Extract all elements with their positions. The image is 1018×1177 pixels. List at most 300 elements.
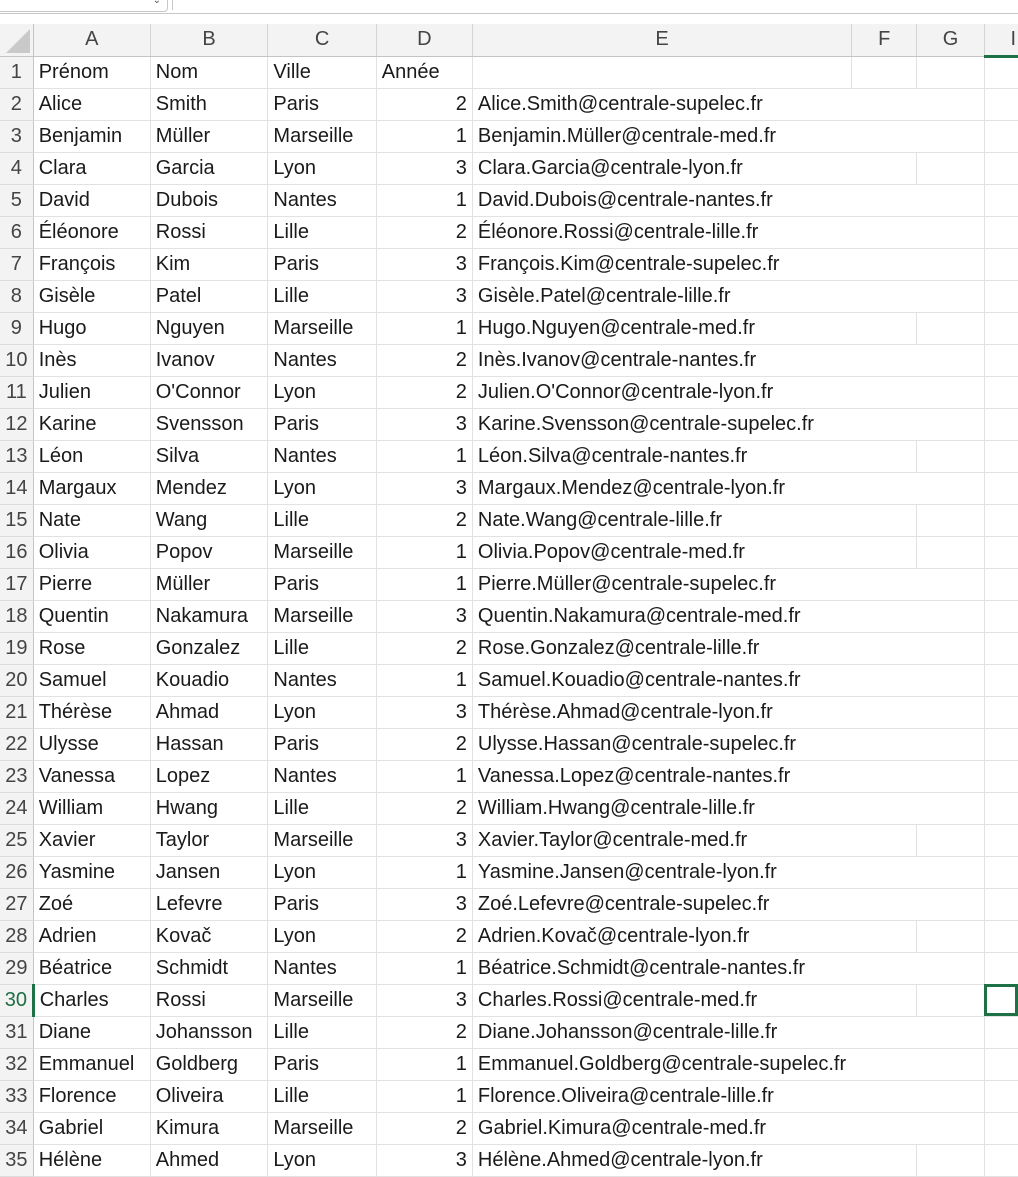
cell-g[interactable] (917, 1016, 984, 1048)
cell-nom[interactable]: Schmidt (150, 952, 268, 984)
cell-annee[interactable]: 2 (376, 1112, 472, 1144)
cell-f[interactable] (852, 1144, 917, 1176)
cell-nom[interactable]: Hwang (150, 792, 268, 824)
cell-i[interactable] (984, 1080, 1018, 1112)
cell-annee[interactable]: 2 (376, 504, 472, 536)
row-header[interactable]: 17 (0, 568, 33, 600)
cell-g[interactable] (917, 344, 984, 376)
cell-prenom[interactable]: Emmanuel (33, 1048, 150, 1080)
cell-f[interactable] (852, 312, 917, 344)
cell-nom[interactable]: O'Connor (150, 376, 268, 408)
cell-i[interactable] (984, 1016, 1018, 1048)
cell-ville[interactable]: Lyon (268, 856, 376, 888)
cell-annee[interactable]: 1 (376, 440, 472, 472)
cell-nom[interactable]: Müller (150, 568, 268, 600)
cell-g[interactable] (917, 376, 984, 408)
cell-nom[interactable]: Lefevre (150, 888, 268, 920)
cell-ville[interactable]: Paris (268, 888, 376, 920)
cell-annee[interactable]: 2 (376, 216, 472, 248)
cell-annee[interactable]: 2 (376, 344, 472, 376)
cell-prenom[interactable]: Olivia (33, 536, 150, 568)
row-header[interactable]: 25 (0, 824, 33, 856)
row-header[interactable]: 32 (0, 1048, 33, 1080)
cell-prenom[interactable]: Nate (33, 504, 150, 536)
cell-email[interactable]: Hélène.Ahmed@centrale-lyon.fr (472, 1144, 851, 1176)
cell-ville[interactable]: Marseille (268, 984, 376, 1016)
cell-i[interactable] (984, 1112, 1018, 1144)
cell-prenom[interactable]: Alice (33, 88, 150, 120)
cell-nom[interactable]: Rossi (150, 984, 268, 1016)
cell-i[interactable] (984, 312, 1018, 344)
cell-ville[interactable]: Marseille (268, 824, 376, 856)
cell-f[interactable] (852, 344, 917, 376)
cell-f1[interactable] (852, 56, 917, 88)
cell-i[interactable] (984, 600, 1018, 632)
cell-email[interactable]: Gisèle.Patel@centrale-lille.fr (472, 280, 851, 312)
cell-g[interactable] (917, 152, 984, 184)
cell-prenom[interactable]: Xavier (33, 824, 150, 856)
cell-email[interactable]: Karine.Svensson@centrale-supelec.fr (472, 408, 851, 440)
cell-annee[interactable]: 2 (376, 1016, 472, 1048)
cell-nom[interactable]: Lopez (150, 760, 268, 792)
cell-prenom[interactable]: Léon (33, 440, 150, 472)
row-header[interactable]: 20 (0, 664, 33, 696)
cell-i[interactable] (984, 792, 1018, 824)
cell-g[interactable] (917, 184, 984, 216)
cell-ville[interactable]: Paris (268, 728, 376, 760)
cell-g[interactable] (917, 824, 984, 856)
cell-annee[interactable]: 3 (376, 696, 472, 728)
cell-nom[interactable]: Jansen (150, 856, 268, 888)
cell-email[interactable]: Thérèse.Ahmad@centrale-lyon.fr (472, 696, 851, 728)
cell-f[interactable] (852, 888, 917, 920)
cell-ville[interactable]: Nantes (268, 664, 376, 696)
row-header[interactable]: 19 (0, 632, 33, 664)
cell-nom[interactable]: Popov (150, 536, 268, 568)
name-box[interactable] (0, 0, 168, 12)
cell-ville[interactable]: Paris (268, 408, 376, 440)
cell-email[interactable]: Clara.Garcia@centrale-lyon.fr (472, 152, 851, 184)
cell-prenom[interactable]: Béatrice (33, 952, 150, 984)
cell-f[interactable] (852, 664, 917, 696)
cell-email[interactable]: Vanessa.Lopez@centrale-nantes.fr (472, 760, 851, 792)
row-header[interactable]: 15 (0, 504, 33, 536)
cell-f[interactable] (852, 184, 917, 216)
column-header-d[interactable]: D (376, 24, 472, 56)
cell-prenom[interactable]: Éléonore (33, 216, 150, 248)
row-header[interactable]: 12 (0, 408, 33, 440)
row-header[interactable]: 1 (0, 56, 33, 88)
cell-annee[interactable]: 1 (376, 568, 472, 600)
row-header[interactable]: 31 (0, 1016, 33, 1048)
cell-i[interactable] (984, 440, 1018, 472)
cell-i[interactable] (984, 344, 1018, 376)
cell-prenom[interactable]: Vanessa (33, 760, 150, 792)
cell-annee[interactable]: 1 (376, 952, 472, 984)
cell-annee[interactable]: 1 (376, 120, 472, 152)
cell-ville[interactable]: Lille (268, 632, 376, 664)
cell-g[interactable] (917, 536, 984, 568)
cell-i1[interactable] (984, 56, 1018, 88)
cell-annee[interactable]: 1 (376, 664, 472, 696)
cell-prenom[interactable]: Florence (33, 1080, 150, 1112)
cell-nom[interactable]: Kovač (150, 920, 268, 952)
cell-f[interactable] (852, 216, 917, 248)
cell-prenom[interactable]: Rose (33, 632, 150, 664)
cell-annee[interactable]: 3 (376, 824, 472, 856)
cell-g[interactable] (917, 216, 984, 248)
cell-g[interactable] (917, 1112, 984, 1144)
cell-i[interactable] (984, 760, 1018, 792)
cell-i[interactable] (984, 280, 1018, 312)
cell-prenom[interactable]: Ulysse (33, 728, 150, 760)
cell-prenom[interactable]: Zoé (33, 888, 150, 920)
cell-ville[interactable]: Paris (268, 248, 376, 280)
cell-nom[interactable]: Ivanov (150, 344, 268, 376)
cell-email[interactable]: Inès.Ivanov@centrale-nantes.fr (472, 344, 851, 376)
cell-g[interactable] (917, 920, 984, 952)
cell-nom[interactable]: Smith (150, 88, 268, 120)
cell-ville[interactable]: Lille (268, 792, 376, 824)
cell-prenom[interactable]: William (33, 792, 150, 824)
cell-email[interactable]: Hugo.Nguyen@centrale-med.fr (472, 312, 851, 344)
cell-f[interactable] (852, 1016, 917, 1048)
cell-email[interactable]: Emmanuel.Goldberg@centrale-supelec.fr (472, 1048, 851, 1080)
cell-i[interactable] (984, 408, 1018, 440)
cell-g[interactable] (917, 728, 984, 760)
cell-nom[interactable]: Gonzalez (150, 632, 268, 664)
cell-nom[interactable]: Kim (150, 248, 268, 280)
cell-i[interactable] (984, 664, 1018, 696)
cell-prenom[interactable]: David (33, 184, 150, 216)
cell-nom[interactable]: Dubois (150, 184, 268, 216)
cell-email[interactable]: Rose.Gonzalez@centrale-lille.fr (472, 632, 851, 664)
cell-annee[interactable]: 2 (376, 920, 472, 952)
cell-email[interactable]: Margaux.Mendez@centrale-lyon.fr (472, 472, 851, 504)
cell-e1[interactable] (472, 56, 851, 88)
cell-ville[interactable]: Lyon (268, 152, 376, 184)
cell-f[interactable] (852, 88, 917, 120)
cell-ville[interactable]: Lille (268, 1016, 376, 1048)
cell-prenom[interactable]: François (33, 248, 150, 280)
cell-email[interactable]: Zoé.Lefevre@centrale-supelec.fr (472, 888, 851, 920)
cell-ville[interactable]: Lyon (268, 1144, 376, 1176)
cell-prenom[interactable]: Benjamin (33, 120, 150, 152)
cell-email[interactable]: Alice.Smith@centrale-supelec.fr (472, 88, 851, 120)
cell-ville[interactable]: Lille (268, 504, 376, 536)
cell-g[interactable] (917, 408, 984, 440)
row-header[interactable]: 6 (0, 216, 33, 248)
cell-nom[interactable]: Hassan (150, 728, 268, 760)
cell-email[interactable]: Charles.Rossi@centrale-med.fr (472, 984, 851, 1016)
row-header[interactable]: 28 (0, 920, 33, 952)
cell-email[interactable]: Adrien.Kovač@centrale-lyon.fr (472, 920, 851, 952)
cell-g[interactable] (917, 280, 984, 312)
cell-email[interactable]: David.Dubois@centrale-nantes.fr (472, 184, 851, 216)
row-header[interactable]: 10 (0, 344, 33, 376)
cell-g[interactable] (917, 88, 984, 120)
cell-i[interactable] (984, 248, 1018, 280)
cell-f[interactable] (852, 1080, 917, 1112)
row-header[interactable]: 5 (0, 184, 33, 216)
row-header[interactable]: 14 (0, 472, 33, 504)
cell-annee[interactable]: 3 (376, 280, 472, 312)
cell-i[interactable] (984, 920, 1018, 952)
cell-f[interactable] (852, 792, 917, 824)
cell-ville[interactable]: Lille (268, 216, 376, 248)
cell-ville[interactable]: Lyon (268, 472, 376, 504)
cell-nom[interactable]: Garcia (150, 152, 268, 184)
cell-prenom[interactable]: Yasmine (33, 856, 150, 888)
column-header-i[interactable]: I (984, 24, 1018, 56)
row-header[interactable]: 23 (0, 760, 33, 792)
select-all-button[interactable] (0, 24, 33, 56)
cell-prenom[interactable]: Diane (33, 1016, 150, 1048)
cell-prenom[interactable]: Gabriel (33, 1112, 150, 1144)
row-header[interactable]: 27 (0, 888, 33, 920)
cell-nom[interactable]: Ahmad (150, 696, 268, 728)
cell-annee[interactable]: 3 (376, 600, 472, 632)
cell-email[interactable]: Béatrice.Schmidt@centrale-nantes.fr (472, 952, 851, 984)
cell-i[interactable] (984, 536, 1018, 568)
cell-i[interactable] (984, 376, 1018, 408)
cell-email[interactable]: Éléonore.Rossi@centrale-lille.fr (472, 216, 851, 248)
cell-annee[interactable]: 2 (376, 632, 472, 664)
cell-g[interactable] (917, 760, 984, 792)
cell-i[interactable] (984, 952, 1018, 984)
chevron-down-icon[interactable]: ⌄ (152, 0, 161, 6)
cell-f[interactable] (852, 1112, 917, 1144)
cell-prenom[interactable]: Clara (33, 152, 150, 184)
row-header[interactable]: 33 (0, 1080, 33, 1112)
cell-g1[interactable] (917, 56, 984, 88)
cell-g[interactable] (917, 856, 984, 888)
cell-email[interactable]: Florence.Oliveira@centrale-lille.fr (472, 1080, 851, 1112)
cell-i[interactable] (984, 1144, 1018, 1176)
row-header[interactable]: 26 (0, 856, 33, 888)
cell-annee[interactable]: 3 (376, 408, 472, 440)
cell-nom[interactable]: Taylor (150, 824, 268, 856)
cell-i[interactable] (984, 88, 1018, 120)
cell-nom[interactable]: Mendez (150, 472, 268, 504)
cell-annee[interactable]: 2 (376, 376, 472, 408)
cell-i[interactable] (984, 216, 1018, 248)
row-header[interactable]: 18 (0, 600, 33, 632)
cell-g[interactable] (917, 696, 984, 728)
row-header[interactable]: 3 (0, 120, 33, 152)
cell-g[interactable] (917, 888, 984, 920)
row-header[interactable]: 8 (0, 280, 33, 312)
cell-annee[interactable]: 1 (376, 184, 472, 216)
cell-f[interactable] (852, 120, 917, 152)
cell-ville[interactable]: Marseille (268, 536, 376, 568)
row-header[interactable]: 16 (0, 536, 33, 568)
row-header[interactable]: 9 (0, 312, 33, 344)
cell-i[interactable] (984, 632, 1018, 664)
cell-ville[interactable]: Marseille (268, 312, 376, 344)
cell-i[interactable] (984, 696, 1018, 728)
cell-g[interactable] (917, 1080, 984, 1112)
cell-ville[interactable]: Lyon (268, 376, 376, 408)
cell-f[interactable] (852, 472, 917, 504)
cell-ville[interactable]: Paris (268, 88, 376, 120)
cell-prenom[interactable]: Thérèse (33, 696, 150, 728)
cell-prenom[interactable]: Charles (33, 984, 150, 1016)
row-header[interactable]: 35 (0, 1144, 33, 1176)
cell-prenom[interactable]: Adrien (33, 920, 150, 952)
cell-ville[interactable]: Lyon (268, 696, 376, 728)
cell-f[interactable] (852, 920, 917, 952)
cell-prenom[interactable]: Karine (33, 408, 150, 440)
formula-input[interactable] (172, 0, 1018, 10)
cell-annee[interactable]: 2 (376, 728, 472, 760)
cell-annee[interactable]: 2 (376, 792, 472, 824)
cell-g[interactable] (917, 632, 984, 664)
cell-email[interactable]: Yasmine.Jansen@centrale-lyon.fr (472, 856, 851, 888)
cell-c1[interactable]: Ville (268, 56, 376, 88)
cell-email[interactable]: Diane.Johansson@centrale-lille.fr (472, 1016, 851, 1048)
cell-email[interactable]: Léon.Silva@centrale-nantes.fr (472, 440, 851, 472)
cell-ville[interactable]: Nantes (268, 440, 376, 472)
cell-f[interactable] (852, 952, 917, 984)
cell-annee[interactable]: 1 (376, 760, 472, 792)
cell-nom[interactable]: Ahmed (150, 1144, 268, 1176)
row-header[interactable]: 11 (0, 376, 33, 408)
cell-f[interactable] (852, 280, 917, 312)
cell-annee[interactable]: 3 (376, 984, 472, 1016)
cell-prenom[interactable]: Samuel (33, 664, 150, 696)
cell-i[interactable] (984, 504, 1018, 536)
cell-prenom[interactable]: Hélène (33, 1144, 150, 1176)
column-header-f[interactable]: F (852, 24, 917, 56)
cell-f[interactable] (852, 984, 917, 1016)
cell-i[interactable] (984, 472, 1018, 504)
cell-prenom[interactable]: Hugo (33, 312, 150, 344)
row-header[interactable]: 21 (0, 696, 33, 728)
cell-ville[interactable]: Nantes (268, 184, 376, 216)
cell-nom[interactable]: Johansson (150, 1016, 268, 1048)
cell-i[interactable] (984, 856, 1018, 888)
cell-ville[interactable]: Paris (268, 568, 376, 600)
cell-nom[interactable]: Svensson (150, 408, 268, 440)
cell-g[interactable] (917, 312, 984, 344)
cell-g[interactable] (917, 664, 984, 696)
cell-f[interactable] (852, 152, 917, 184)
cell-ville[interactable]: Lille (268, 280, 376, 312)
cell-prenom[interactable]: Quentin (33, 600, 150, 632)
cell-email[interactable]: Gabriel.Kimura@centrale-med.fr (472, 1112, 851, 1144)
cell-nom[interactable]: Nakamura (150, 600, 268, 632)
row-header[interactable]: 30 (0, 984, 33, 1016)
cell-f[interactable] (852, 408, 917, 440)
cell-f[interactable] (852, 856, 917, 888)
cell-nom[interactable]: Rossi (150, 216, 268, 248)
cell-i[interactable] (984, 120, 1018, 152)
cell-nom[interactable]: Kouadio (150, 664, 268, 696)
cell-i[interactable] (984, 824, 1018, 856)
cell-nom[interactable]: Wang (150, 504, 268, 536)
cell-ville[interactable]: Nantes (268, 344, 376, 376)
cell-ville[interactable]: Marseille (268, 600, 376, 632)
column-header-a[interactable]: A (33, 24, 150, 56)
row-header[interactable]: 7 (0, 248, 33, 280)
cell-nom[interactable]: Patel (150, 280, 268, 312)
row-header[interactable]: 29 (0, 952, 33, 984)
cell-g[interactable] (917, 568, 984, 600)
cell-nom[interactable]: Oliveira (150, 1080, 268, 1112)
cell-f[interactable] (852, 504, 917, 536)
cell-email[interactable]: Pierre.Müller@centrale-supelec.fr (472, 568, 851, 600)
cell-annee[interactable]: 3 (376, 248, 472, 280)
cell-ville[interactable]: Nantes (268, 760, 376, 792)
cell-f[interactable] (852, 440, 917, 472)
cell-i[interactable] (984, 984, 1018, 1016)
cell-f[interactable] (852, 376, 917, 408)
cell-nom[interactable]: Goldberg (150, 1048, 268, 1080)
cell-f[interactable] (852, 824, 917, 856)
column-header-c[interactable]: C (268, 24, 376, 56)
cell-g[interactable] (917, 248, 984, 280)
column-header-e[interactable]: E (472, 24, 851, 56)
cell-ville[interactable]: Marseille (268, 120, 376, 152)
cell-i[interactable] (984, 728, 1018, 760)
cell-email[interactable]: Samuel.Kouadio@centrale-nantes.fr (472, 664, 851, 696)
cell-prenom[interactable]: Gisèle (33, 280, 150, 312)
cell-g[interactable] (917, 504, 984, 536)
cell-email[interactable]: Julien.O'Connor@centrale-lyon.fr (472, 376, 851, 408)
column-header-b[interactable]: B (150, 24, 268, 56)
cell-prenom[interactable]: Julien (33, 376, 150, 408)
cell-i[interactable] (984, 1048, 1018, 1080)
cell-email[interactable]: Olivia.Popov@centrale-med.fr (472, 536, 851, 568)
cell-annee[interactable]: 3 (376, 152, 472, 184)
cell-annee[interactable]: 3 (376, 472, 472, 504)
cell-ville[interactable]: Marseille (268, 1112, 376, 1144)
cell-f[interactable] (852, 728, 917, 760)
cell-email[interactable]: William.Hwang@centrale-lille.fr (472, 792, 851, 824)
cell-f[interactable] (852, 632, 917, 664)
cell-g[interactable] (917, 792, 984, 824)
cell-annee[interactable]: 3 (376, 1144, 472, 1176)
row-header[interactable]: 13 (0, 440, 33, 472)
cell-i[interactable] (984, 568, 1018, 600)
cell-f[interactable] (852, 248, 917, 280)
cell-f[interactable] (852, 600, 917, 632)
cell-nom[interactable]: Nguyen (150, 312, 268, 344)
cell-annee[interactable]: 1 (376, 312, 472, 344)
cell-g[interactable] (917, 1048, 984, 1080)
cell-f[interactable] (852, 568, 917, 600)
cell-annee[interactable]: 2 (376, 88, 472, 120)
row-header[interactable]: 34 (0, 1112, 33, 1144)
row-header[interactable]: 2 (0, 88, 33, 120)
cell-d1[interactable]: Année (376, 56, 472, 88)
cell-email[interactable]: Quentin.Nakamura@centrale-med.fr (472, 600, 851, 632)
cell-prenom[interactable]: Inès (33, 344, 150, 376)
cell-email[interactable]: Nate.Wang@centrale-lille.fr (472, 504, 851, 536)
cell-g[interactable] (917, 952, 984, 984)
cell-email[interactable]: François.Kim@centrale-supelec.fr (472, 248, 851, 280)
cell-i[interactable] (984, 888, 1018, 920)
cell-nom[interactable]: Müller (150, 120, 268, 152)
cell-ville[interactable]: Nantes (268, 952, 376, 984)
cell-i[interactable] (984, 184, 1018, 216)
cell-annee[interactable]: 1 (376, 1080, 472, 1112)
cell-g[interactable] (917, 1144, 984, 1176)
cell-a1[interactable]: Prénom (33, 56, 150, 88)
cell-i[interactable] (984, 152, 1018, 184)
cell-email[interactable]: Xavier.Taylor@centrale-med.fr (472, 824, 851, 856)
